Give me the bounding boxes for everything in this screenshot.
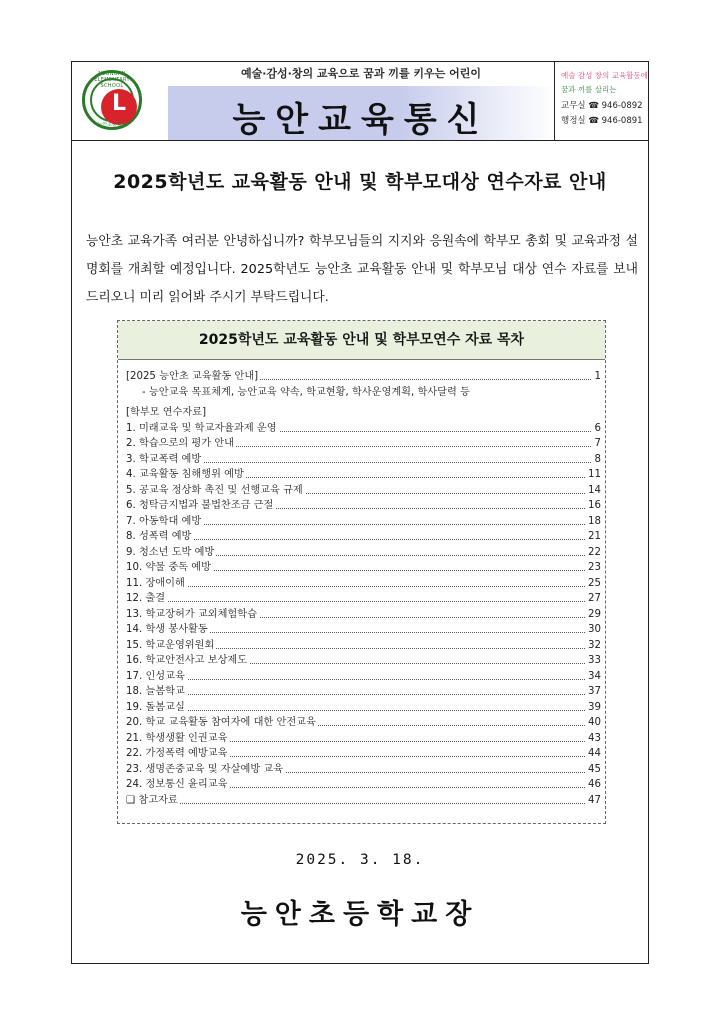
toc-item-label: 4. 교육활동 침해행위 예방 — [126, 467, 246, 483]
toc-item-page: 47 — [585, 793, 601, 809]
toc-leader — [126, 694, 601, 695]
toc-item — [126, 560, 601, 576]
toc-item — [126, 467, 601, 483]
toc-guide-label: [2025 능안초 교육활동 안내] — [126, 369, 260, 385]
toc-item-page: 22 — [585, 545, 601, 561]
toc-item-page: 34 — [585, 669, 601, 685]
toc-item-page: 7 — [592, 436, 601, 452]
toc-item — [126, 731, 601, 747]
toc-item-label: 22. 가정폭력 예방교육 — [126, 746, 229, 762]
seal-text-bottom: 능안초등학교 — [97, 122, 127, 128]
toc-item-label: 13. 학교장허가 교외체험학습 — [126, 607, 259, 623]
toc-item-label: 19. 돌봄교실 — [126, 700, 187, 716]
toc-item-page: 45 — [585, 762, 601, 778]
toc-item — [126, 529, 601, 545]
toc-item-label: 12. 출결 — [126, 591, 167, 607]
motto-line-1: 예술 감성 창의 교육활동에 — [561, 71, 648, 80]
table-of-contents — [117, 320, 606, 824]
toc-item-page: 43 — [585, 731, 601, 747]
toc-item — [126, 715, 601, 731]
toc-guide-line — [126, 369, 601, 385]
toc-item-page: 21 — [585, 529, 601, 545]
logo-cell — [72, 62, 169, 140]
toc-item — [126, 653, 601, 669]
toc-item-page: 44 — [585, 746, 601, 762]
contact-admin: 행정실 ☎ 946-0891 — [561, 116, 643, 126]
toc-item-label: 17. 인성교육 — [126, 669, 187, 685]
toc-item-label: 23. 생명존중교육 및 자살예방 교육 — [126, 762, 285, 778]
toc-item — [126, 793, 601, 809]
toc-training-label: [학부모 연수자료] — [126, 406, 207, 418]
toc-items — [126, 421, 601, 809]
toc-item — [126, 452, 601, 468]
seal-letter: L — [111, 91, 127, 116]
toc-item-page: 8 — [592, 452, 601, 468]
banner — [168, 86, 554, 140]
toc-item-label: 20. 학교 교육활동 참여자에 대한 안전교육 — [126, 715, 318, 731]
toc-item-page: 25 — [585, 576, 601, 592]
toc-item-label: 5. 공교육 정상화 촉진 및 선행교육 규제 — [126, 483, 305, 499]
seal-core — [101, 89, 137, 125]
toc-leader — [126, 586, 601, 587]
seal-text-top: NEUNGAN ELEMENTARY SCHOOL — [94, 71, 130, 89]
toc-item — [126, 436, 601, 452]
contact-office: 교무실 ☎ 946-0892 — [561, 101, 643, 111]
toc-item-label: 16. 학교안전사고 보상제도 — [126, 653, 249, 669]
toc-item-label: 8. 성폭력 예방 — [126, 529, 193, 545]
toc-item — [126, 607, 601, 623]
toc-item-label: 10. 약물 중독 예방 — [126, 560, 213, 576]
toc-item-label: 11. 장애이해 — [126, 576, 187, 592]
toc-item-label: 1. 미래교육 및 학교자율과제 운영 — [126, 421, 279, 437]
toc-item — [126, 669, 601, 685]
toc-item-page: 23 — [585, 560, 601, 576]
toc-item-page: 18 — [585, 514, 601, 530]
toc-item — [126, 777, 601, 793]
toc-item-page: 11 — [585, 467, 601, 483]
toc-item — [126, 483, 601, 499]
toc-item — [126, 700, 601, 716]
toc-item-page: 39 — [585, 700, 601, 716]
contact-cell — [554, 62, 649, 140]
toc-item — [126, 514, 601, 530]
toc-item-label: 21. 학생생활 인권교육 — [126, 731, 229, 747]
document-date: 2025. 3. 18. — [295, 852, 425, 868]
toc-item — [126, 622, 601, 638]
toc-leader — [126, 710, 601, 711]
toc-item-label: 15. 학교운영위원회 — [126, 638, 216, 654]
seal-ring — [90, 78, 134, 122]
toc-item-label: 7. 아동학대 예방 — [126, 514, 203, 530]
toc-item-page: 6 — [592, 421, 601, 437]
newsletter-header — [72, 62, 648, 141]
toc-item-page: 14 — [585, 483, 601, 499]
motto-line-2: 꿈과 끼를 살리는 — [561, 85, 617, 94]
toc-item-page: 46 — [585, 777, 601, 793]
toc-item-label: 2. 학습으로의 평가 안내 — [126, 436, 236, 452]
toc-item-label: 9. 청소년 도박 예방 — [126, 545, 216, 561]
toc-leader — [126, 679, 601, 680]
toc-item-page: 37 — [585, 684, 601, 700]
toc-item — [126, 684, 601, 700]
toc-item — [126, 762, 601, 778]
toc-item-label: 6. 청탁금지법과 불법찬조금 근절 — [126, 498, 275, 514]
toc-item-page: 33 — [585, 653, 601, 669]
school-seal-logo — [82, 70, 142, 130]
toc-item — [126, 498, 601, 514]
intro-paragraph: 능안초 교육가족 여러분 안녕하십니까? 학부모님들의 지지와 응원속에 학부모 총회 및 교육과정 설명회를 개최할 예정입니다. 2025학년도 능안초 교육활동 안내 및 학부모님 대상 연수 자료를 보내드리오니 미리 읽어봐 주시기 부탁드립니다. — [86, 234, 638, 305]
toc-item — [126, 421, 601, 437]
toc-leader — [126, 539, 601, 540]
toc-title: 2025학년도 교육활동 안내 및 학부모연수 자료 목차 — [118, 321, 605, 360]
toc-leader — [126, 803, 601, 804]
toc-item-label: 18. 늘봄학교 — [126, 684, 187, 700]
toc-item-page: 32 — [585, 638, 601, 654]
toc-guide-sub: - 능안교육 목표체계, 능안교육 약속, 학교현황, 학사운영계획, 학사달력 등 — [142, 386, 470, 398]
toc-guide-page: 1 — [592, 369, 601, 385]
toc-item-label: ❑ 참고자료 — [126, 793, 180, 809]
toc-item-label: 14. 학생 봉사활동 — [126, 622, 210, 638]
toc-item-page: 16 — [585, 498, 601, 514]
toc-item-page: 30 — [585, 622, 601, 638]
toc-leader — [126, 601, 601, 602]
newsletter-frame — [71, 61, 649, 964]
toc-item-label: 24. 정보통신 윤리교육 — [126, 777, 229, 793]
toc-item — [126, 545, 601, 561]
slogan: 예술·감성·창의 교육으로 꿈과 끼를 키우는 어린이 — [168, 62, 554, 87]
toc-item — [126, 638, 601, 654]
toc-item-page: 27 — [585, 591, 601, 607]
toc-item-page: 29 — [585, 607, 601, 623]
toc-item-label: 3. 학교폭력 예방 — [126, 452, 203, 468]
toc-body — [126, 369, 601, 808]
principal-signature: 능안초등학교장 — [240, 899, 480, 930]
banner-title: 능안교육통신 — [232, 100, 490, 140]
toc-item — [126, 746, 601, 762]
toc-item-page: 40 — [585, 715, 601, 731]
toc-item — [126, 576, 601, 592]
document-title: 2025학년도 교육활동 안내 및 학부모대상 연수자료 안내 — [113, 171, 607, 193]
toc-item — [126, 591, 601, 607]
